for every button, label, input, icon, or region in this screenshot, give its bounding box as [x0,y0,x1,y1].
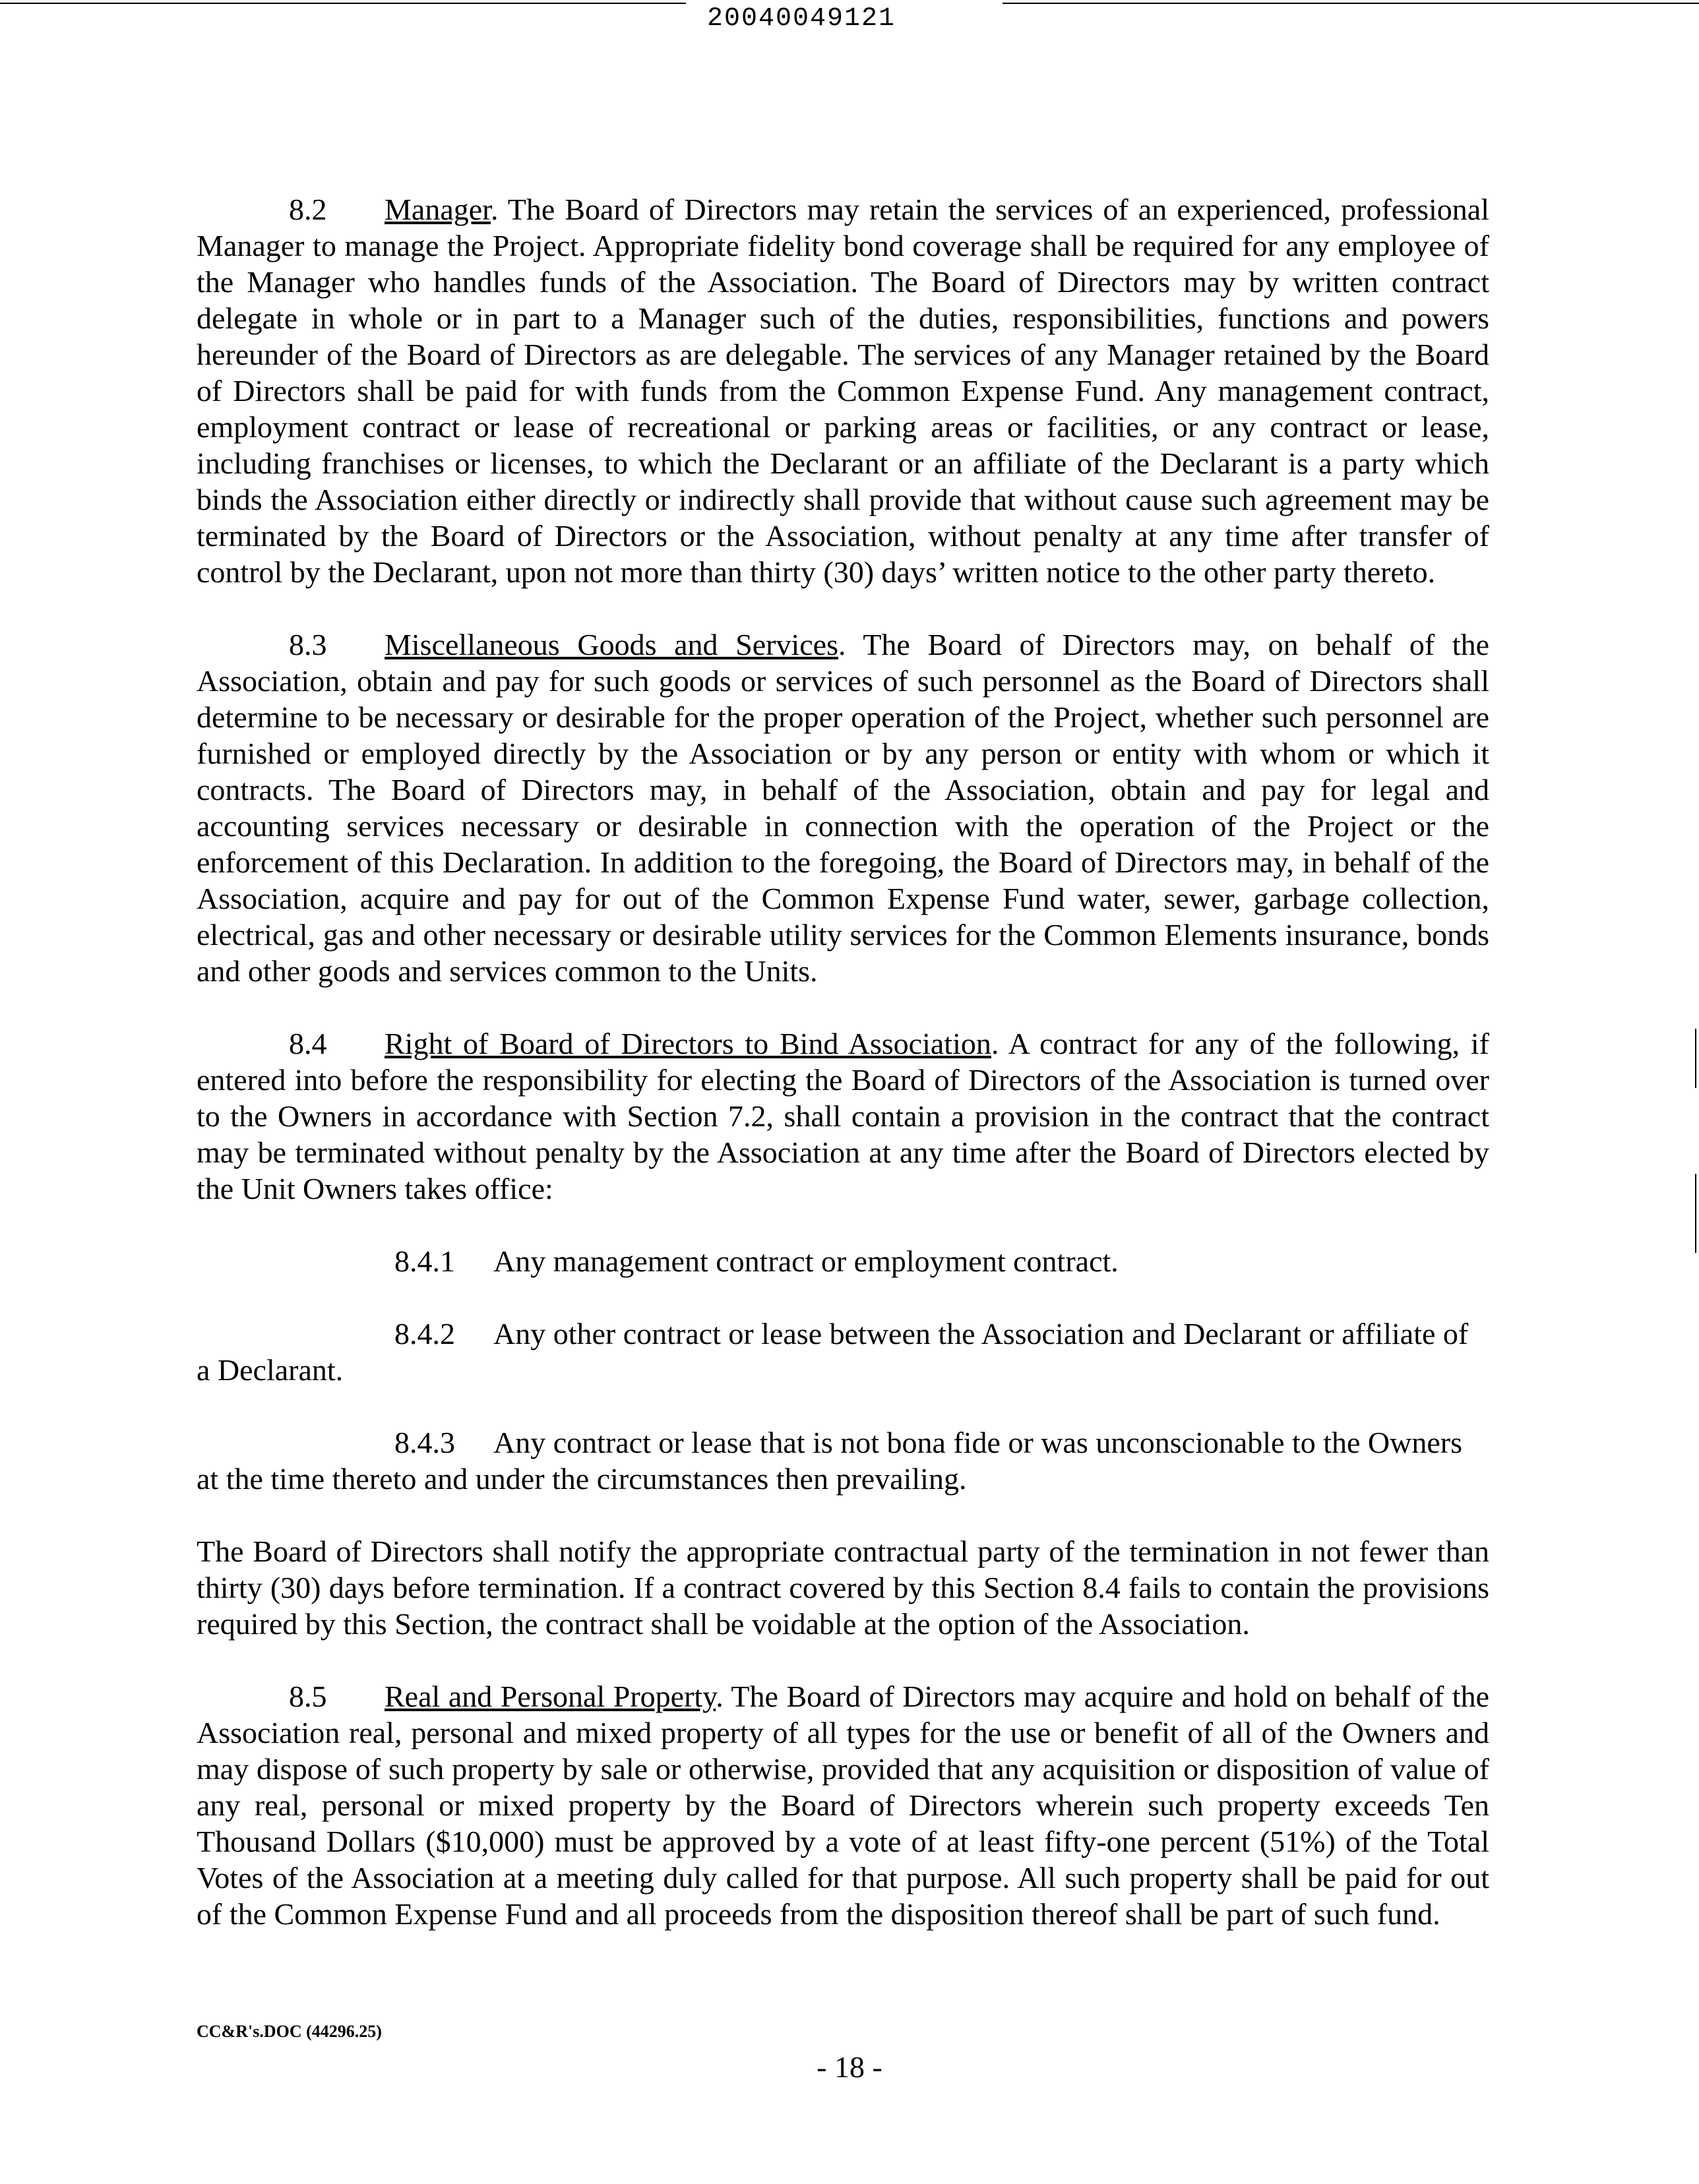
section-title: Manager [385,193,491,226]
section-number: 8.3 [289,628,327,661]
section-8-4-closing: The Board of Directors shall notify the appropriate contractual party of the termination in not fewer than thirty (30) days before termination. If a contract covered by this Section 8.4 fails to contain the provisions required by this Section, the contract shall be voidable at the option of the Association. [197,1534,1489,1641]
section-title: Right of Board of Directors to Bind Association [385,1027,991,1060]
section-8-4 [197,1025,1489,1207]
subsection-8-4-3 [197,1424,1489,1461]
subsection-continuation: a Declarant. [197,1353,344,1387]
section-title: Real and Personal Property [385,1680,716,1713]
subsection-8-4-2 [197,1316,1489,1352]
page-number: - 18 - [817,2050,882,2084]
section-8-3 [197,626,1489,989]
subsection-8-4-1 [197,1243,1489,1279]
scan-edge-mark [1695,1029,1696,1088]
section-title: Miscellaneous Goods and Services [385,628,839,661]
subsection-continuation: at the time thereto and under the circumstances then prevailing. [197,1462,967,1496]
subsection-number: 8.4.2 [394,1317,455,1350]
section-number: 8.2 [289,193,327,226]
section-8-5 [197,1678,1489,1932]
section-body: . The Board of Directors may acquire and hold on behalf of the Association real, personal and mixed property of all types for the use or benefit of all of the Owners and may dispose of such property by sale or otherwise, provided that any acquisition or disposition of value of any real, personal or mixed property by the Board of Directors wherein such property exceeds Ten Thousand Dollars ($10,000) must be approved by a vote of at least fifty-one percent (51%) of the Total Votes of the Association at a meeting duly called for that purpose. All such property shall be paid for out of the Common Expense Fund and all proceeds from the disposition thereof shall be part of such fund. [197,1680,1490,1931]
subsection-number: 8.4.1 [394,1244,455,1278]
section-body: . A contract for any of the following, if entered into before the responsibility for electing the Board of Directors of the Association is turned over to the Owners in accordance with Section 7.2, shall contain a provision in the contract that the contract may be terminated without penalty by the Association at any time after the Board of Directors elected by the Unit Owners takes office: [197,1027,1489,1205]
subsection-number: 8.4.3 [394,1426,455,1459]
section-8-2 [197,191,1489,590]
subsection-continuation [197,1279,1489,1316]
section-number: 8.4 [289,1027,327,1060]
file-code: CC&R's.DOC (44296.25) [197,2022,382,2041]
section-body: . The Board of Directors may, on behalf of the Association, obtain and pay for such goods or services of such personnel as the Board of Directors shall determine to be necessary or desirable for the proper operation of the Project, whether such personnel are furnished or employed directly by the Association or by any person or entity with whom or which it contracts. The Board of Directors may, in behalf of the Association, obtain and pay for legal and accounting services necessary or desirable in connection with the operation of the Project or the enforcement of this Declaration. In addition to the foregoing, the Board of Directors may, in behalf of the Association, acquire and pay for out of the Common Expense Fund water, sewer, garbage collection, electrical, gas and other necessary or desirable utility services for the Common Elements insurance, bonds and other goods and services common to the Units. [197,628,1489,988]
section-body: . The Board of Directors may retain the services of an experienced, professional Manager to manage the Project. Appropriate fidelity bond coverage shall be required for any employee of the Manager who handles funds of the Association. The Board of Directors may by written contract delegate in whole or in part to a Manager such of the duties, responsibilities, functions and powers hereunder of the Board of Directors as are delegable. The services of any Manager retained by the Board of Directors shall be paid for with funds from the Common Expense Fund. Any management contract, employment contract or lease of recreational or parking areas or facilities, or any contract or lease, including franchises or licenses, to which the Declarant or an affiliate of the Declarant is a party which binds the Association either directly or indirectly shall provide that without cause such agreement may be terminated by the Board of Directors or the Association, without penalty at any time after transfer of control by the Declarant, upon not more than thirty (30) days’ written notice to the other party thereto. [197,193,1489,589]
subsection-text: Any management contract or employment contract. [493,1244,1119,1278]
subsection-text: Any contract or lease that is not bona fide or was unconscionable to the Owners [493,1426,1463,1459]
document-number: 20040049121 [706,4,896,34]
scan-edge-mark [1695,1174,1696,1253]
section-number: 8.5 [289,1680,327,1713]
page-body [197,191,1489,1968]
subsection-text: Any other contract or lease between the Association and Declarant or affiliate of [493,1317,1469,1350]
